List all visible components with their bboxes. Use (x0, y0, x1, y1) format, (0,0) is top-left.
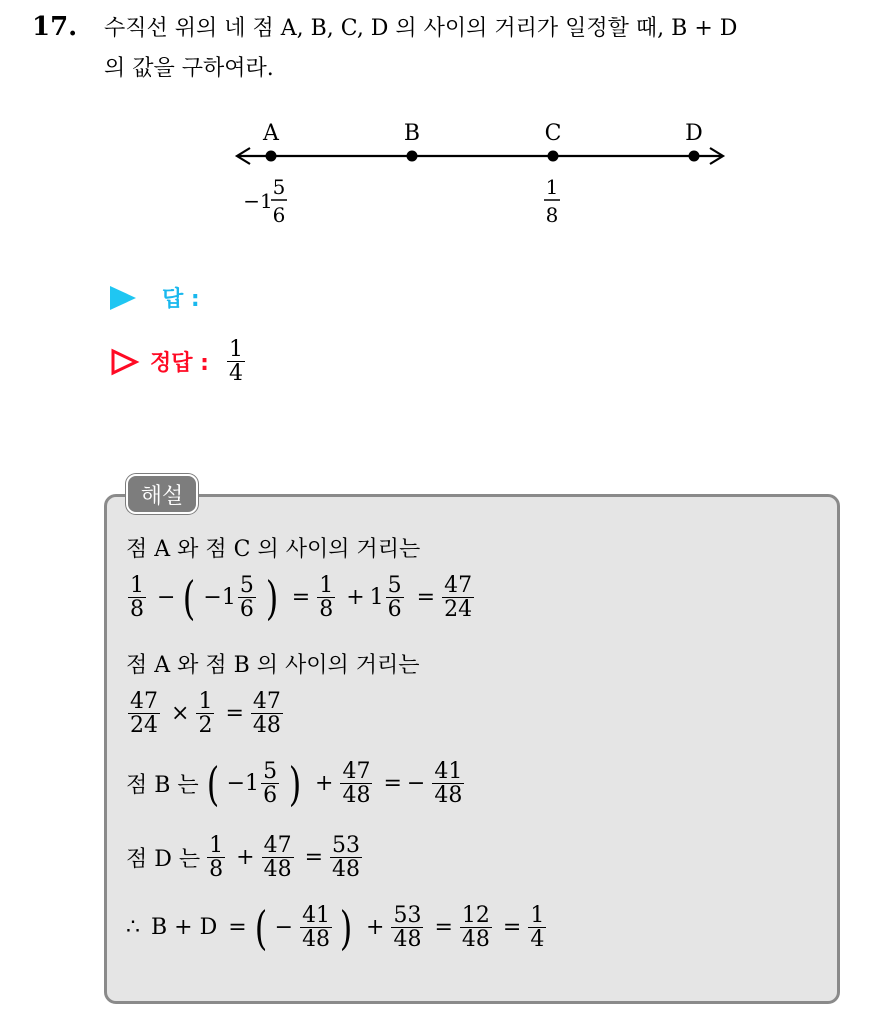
point-d-label: D (685, 121, 703, 146)
c-value-numerator: 1 (545, 175, 559, 199)
correct-answer-label: 정답 : (150, 351, 209, 377)
a-value-whole: −1 (243, 189, 273, 213)
point-c-dot (548, 151, 559, 162)
number-line (230, 112, 730, 232)
solution-line-3: 점 A 와 점 B 의 사이의 거리는 (126, 653, 420, 678)
answer-blank-row (110, 282, 200, 313)
solution-line-1: 점 A 와 점 C 의 사이의 거리는 (126, 537, 421, 562)
point-b-label: B (403, 121, 421, 146)
a-value-denominator: 6 (272, 203, 286, 227)
play-triangle-icon (110, 286, 136, 310)
solution-tab: 해설 (126, 474, 198, 514)
question-line-1: 수직선 위의 네 점 A, B, C, D 의 사이의 거리가 일정할 때, B + D (104, 16, 738, 41)
point-c-label: C (544, 121, 562, 146)
point-a-label: A (263, 121, 279, 146)
solution-line-4: $\frac{47}{24}$ × $\frac{1}{2}$ = $\frac{47}{48}$ (130, 689, 281, 739)
solution-line-5: 점 B 는 ( −1 $\frac{5}{6}$ ) + $\frac{47}{48}$ = − $\frac{41}{48}$ (126, 756, 463, 811)
point-a-dot (266, 151, 277, 162)
outline-triangle-icon (110, 348, 140, 376)
a-value-numerator: 5 (272, 175, 286, 199)
answer-blank-label: 답 : (162, 287, 200, 312)
question-number: 17. (32, 12, 78, 42)
solution-line-2: $\frac{1}{8}$ − ( −1 $\frac{5}{6}$ ) = $\frac{1}{8}$ + 1 $\frac{5}{6}$ = $\frac{47}{24}$ (130, 570, 473, 625)
c-value-denominator: 8 (545, 203, 559, 227)
solution-line-6: 점 D 는 $\frac{1}{8}$ + $\frac{47}{48}$ = $\frac{53}{48}$ (126, 833, 361, 883)
correct-answer-value: $\frac{1}{4}$ (228, 337, 243, 387)
question-line-2: 의 값을 구하여라. (104, 56, 274, 81)
solution-line-7: ∴ B + D = ( − $\frac{41}{48}$ ) + $\frac{53}{48}$ = $\frac{12}{48}$ = $\frac{1}{4}$ (126, 900, 545, 955)
point-b-dot (407, 151, 418, 162)
point-d-dot (689, 151, 700, 162)
correct-answer-row (110, 338, 247, 385)
